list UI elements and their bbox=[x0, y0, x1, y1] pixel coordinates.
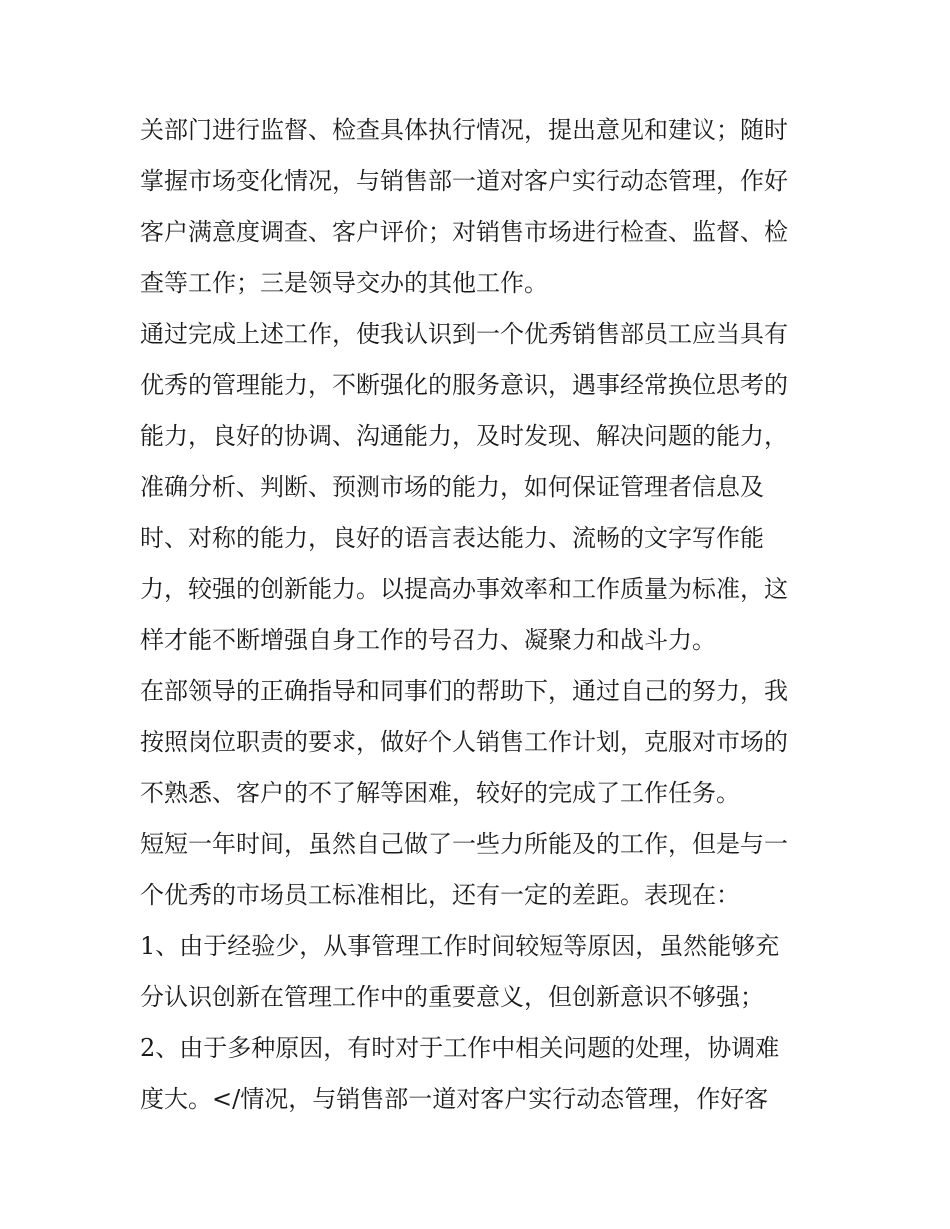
text-line: 按照岗位职责的要求，做好个人销售工作计划，克服对市场的 bbox=[140, 728, 788, 756]
text-line: 时、对称的能力，良好的语言表达能力、流畅的文字写作能 bbox=[140, 524, 764, 552]
text-line: 关部门进行监督、检查具体执行情况，提出意见和建议；随时 bbox=[140, 116, 788, 144]
text-line: 短短一年时间，虽然自己做了一些力所能及的工作，但是与一 bbox=[140, 830, 788, 858]
text-line: 个优秀的市场员工标准相比，还有一定的差距。表现在： bbox=[140, 881, 740, 909]
text-line: 样才能不断增强自身工作的号召力、凝聚力和战斗力。 bbox=[140, 626, 716, 654]
text-line: 在部领导的正确指导和同事们的帮助下，通过自己的努力，我 bbox=[140, 677, 788, 705]
text-line: 2、由于多种原因，有时对于工作中相关问题的处理，协调难 bbox=[140, 1034, 780, 1062]
text-line: 能力，良好的协调、沟通能力，及时发现、解决问题的能力， bbox=[140, 422, 788, 450]
text-line: 通过完成上述工作，使我认识到一个优秀销售部员工应当具有 bbox=[140, 320, 788, 348]
text-line: 力，较强的创新能力。以提高办事效率和工作质量为标准，这 bbox=[140, 575, 788, 603]
text-line: 1、由于经验少，从事管理工作时间较短等原因，虽然能够充 bbox=[140, 932, 780, 960]
text-line: 度大。</情况，与销售部一道对客户实行动态管理，作好客 bbox=[140, 1085, 769, 1113]
text-line: 分认识创新在管理工作中的重要意义，但创新意识不够强； bbox=[140, 983, 764, 1011]
text-line: 客户满意度调查、客户评价；对销售市场进行检查、监督、检 bbox=[140, 218, 788, 246]
text-line: 准确分析、判断、预测市场的能力，如何保证管理者信息及 bbox=[140, 473, 764, 501]
text-line: 优秀的管理能力，不断强化的服务意识，遇事经常换位思考的 bbox=[140, 371, 788, 399]
document-body bbox=[140, 105, 820, 1125]
text-line: 查等工作；三是领导交办的其他工作。 bbox=[140, 269, 548, 297]
text-line: 掌握市场变化情况，与销售部一道对客户实行动态管理，作好 bbox=[140, 167, 788, 195]
text-line: 不熟悉、客户的不了解等困难，较好的完成了工作任务。 bbox=[140, 779, 740, 807]
